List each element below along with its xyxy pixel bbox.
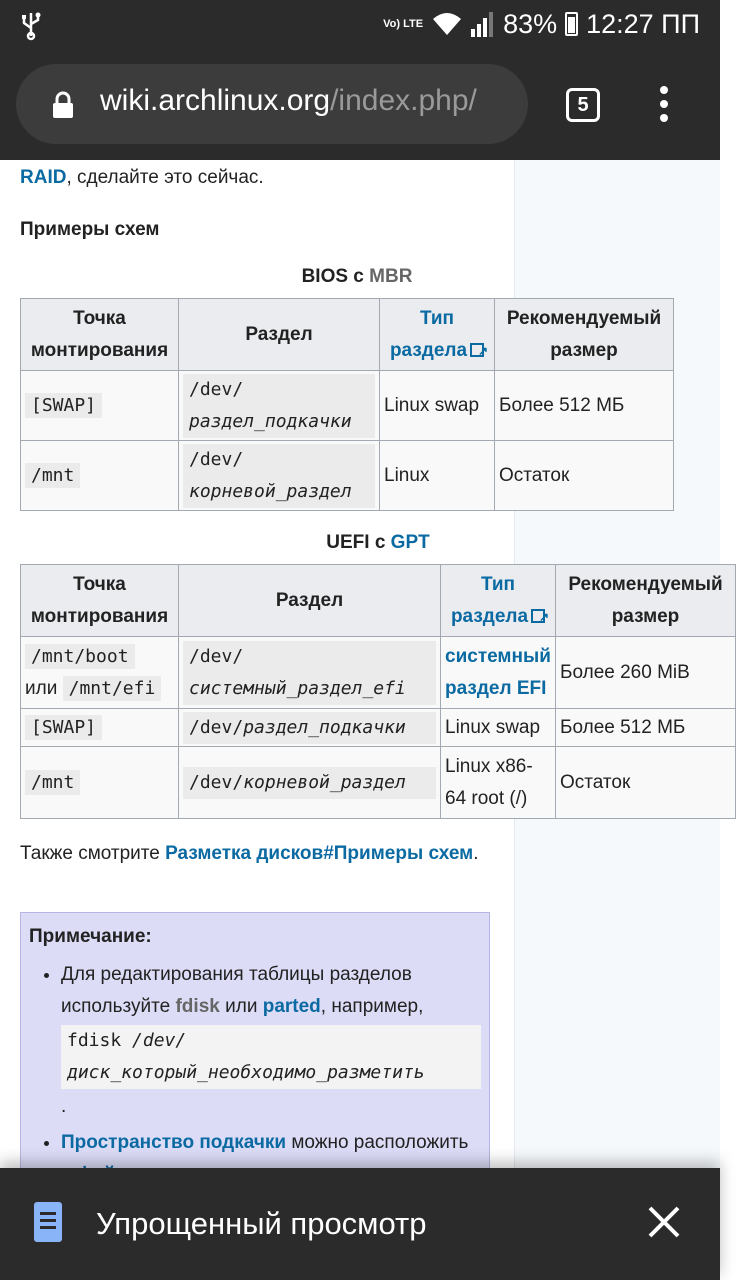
mount-code: /mnt <box>25 770 80 795</box>
uefi-table-caption <box>20 532 736 554</box>
code-dev: /dev/ <box>132 1030 187 1051</box>
note-text: . <box>61 1096 67 1117</box>
parted-link[interactable]: parted <box>262 996 321 1017</box>
list-item <box>61 959 481 1123</box>
battery-icon <box>565 12 578 36</box>
cell-size: Более 512 МБ <box>556 709 736 747</box>
cell-type: Linux swap <box>380 371 495 441</box>
cell-partition <box>179 637 441 709</box>
header-partition: Раздел <box>179 299 380 371</box>
note-box <box>20 912 490 1212</box>
section-heading: Примеры схем <box>20 219 160 240</box>
header-partition: Раздел <box>179 565 441 637</box>
cell-size: Остаток <box>556 747 736 819</box>
page-content <box>0 160 723 1168</box>
header-type <box>380 299 495 371</box>
see-also-paragraph <box>20 838 490 870</box>
cell-size: Более 260 MiB <box>556 637 736 709</box>
fdisk-command-code <box>61 1025 481 1089</box>
url-text[interactable] <box>100 84 477 118</box>
bios-caption-text: BIOS с <box>301 266 364 287</box>
partition-type-link[interactable]: Тип раздела <box>450 573 529 627</box>
cell-size: Остаток <box>495 441 674 511</box>
wifi-icon <box>431 11 463 37</box>
partition-name: раздел_подкачки <box>243 716 406 738</box>
battery-percent: 83% <box>503 8 558 39</box>
note-text: или <box>219 996 263 1017</box>
or-text: или <box>25 677 58 699</box>
efi-system-partition-link[interactable]: системный раздел EFI <box>445 645 551 699</box>
cell-type <box>441 637 556 709</box>
browser-toolbar <box>0 50 720 160</box>
dev-prefix: /dev/ <box>189 448 244 470</box>
partition-name: системный_раздел_efi <box>189 677 406 699</box>
mount-code: [SWAP] <box>25 393 102 418</box>
document-icon <box>34 1202 62 1242</box>
partition-name: раздел_подкачки <box>189 410 352 432</box>
table-row <box>21 441 674 511</box>
cell-partition <box>179 371 380 441</box>
cell-type: Linux swap <box>441 709 556 747</box>
mount-code: /mnt <box>25 463 80 488</box>
partition-name: корневой_раздел <box>189 480 352 502</box>
address-bar[interactable] <box>16 64 528 144</box>
see-also-text: Также смотрите <box>20 843 166 864</box>
dev-prefix: /dev/ <box>189 716 244 738</box>
header-mount: Точка монтирования <box>21 299 179 371</box>
volte-indicator: Vo) LTE <box>383 18 424 30</box>
signal-icon <box>471 11 495 37</box>
intro-text: , сделайте это сейчас. <box>66 167 264 188</box>
note-text: Для редактирования таблицы разделов используйте <box>61 964 412 1017</box>
partition-name: корневой_раздел <box>243 771 406 793</box>
cell-mount <box>21 747 179 819</box>
mount-code: [SWAP] <box>25 715 102 740</box>
cell-mount <box>21 637 179 709</box>
cell-mount <box>21 371 179 441</box>
dev-prefix: /dev/ <box>189 771 244 793</box>
lock-icon <box>52 92 74 118</box>
external-link-icon <box>531 609 545 623</box>
fdisk-link[interactable]: fdisk <box>175 996 220 1017</box>
table-row <box>21 747 736 819</box>
intro-paragraph <box>20 162 264 194</box>
cell-type: Linux <box>380 441 495 511</box>
header-type <box>441 565 556 637</box>
gpt-link[interactable]: GPT <box>390 532 430 553</box>
note-title: Примечание: <box>29 926 152 947</box>
simplified-view-label[interactable]: Упрощенный просмотр <box>96 1206 427 1241</box>
partition-type-link[interactable]: Тип раздела <box>389 307 468 361</box>
status-bar <box>0 0 720 50</box>
url-path: /index.php/ <box>330 84 477 117</box>
simplified-view-bar[interactable] <box>0 1168 720 1280</box>
dev-prefix: /dev/ <box>189 378 244 400</box>
table-row <box>21 371 674 441</box>
raid-link[interactable]: RAID <box>20 167 67 188</box>
usb-icon <box>16 10 46 40</box>
mount-code: /mnt/efi <box>63 676 162 701</box>
url-host: wiki.archlinux.org <box>100 84 331 117</box>
header-size: Рекомендуемый размер <box>495 299 674 371</box>
note-text: можно расположить <box>291 1132 469 1153</box>
partitioning-examples-link[interactable]: Разметка дисков#Примеры схем <box>165 843 474 864</box>
code-arg: диск_который_необходимо_разметить <box>67 1062 425 1083</box>
overflow-menu-icon[interactable] <box>652 86 676 126</box>
uefi-caption-text: UEFI с <box>326 532 386 553</box>
mount-code: /mnt/boot <box>25 644 135 669</box>
mbr-link[interactable]: MBR <box>369 266 413 287</box>
note-text: , например, <box>320 996 424 1017</box>
cell-size: Более 512 МБ <box>495 371 674 441</box>
cell-mount <box>21 709 179 747</box>
cell-partition <box>179 441 380 511</box>
see-also-end: . <box>473 843 479 864</box>
header-size: Рекомендуемый размер <box>556 565 736 637</box>
dev-prefix: /dev/ <box>189 645 244 667</box>
header-mount: Точка монтирования <box>21 565 179 637</box>
swap-space-link[interactable]: Пространство подкачки <box>61 1132 287 1153</box>
uefi-gpt-table <box>20 564 736 819</box>
table-row <box>21 709 736 747</box>
cell-mount <box>21 441 179 511</box>
tab-switcher-button[interactable]: 5 <box>566 88 600 122</box>
close-icon[interactable] <box>646 1204 682 1240</box>
cell-type: Linux x86-64 root (/) <box>441 747 556 819</box>
cell-partition <box>179 709 441 747</box>
bios-mbr-table <box>20 298 674 511</box>
code-cmd: fdisk <box>67 1030 133 1051</box>
clock: 12:27 ПП <box>586 8 700 39</box>
bios-table-caption <box>20 266 714 288</box>
cell-partition <box>179 747 441 819</box>
external-link-icon <box>470 343 484 357</box>
table-row <box>21 637 736 709</box>
